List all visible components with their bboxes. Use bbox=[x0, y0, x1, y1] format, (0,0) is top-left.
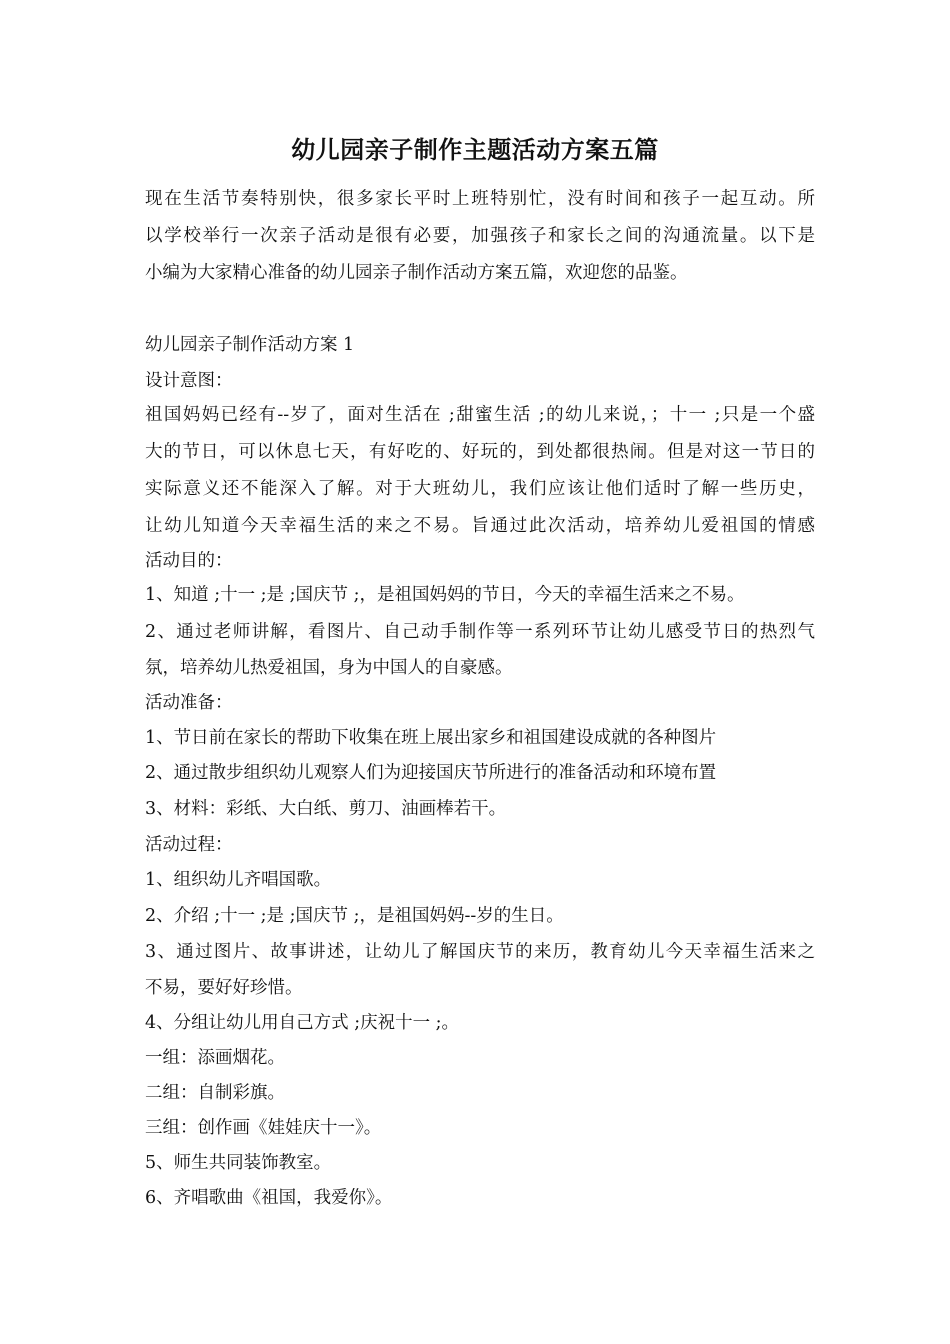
section-heading: 幼儿园亲子制作活动方案 1 bbox=[145, 335, 355, 355]
preparation-item: 2、通过散步组织幼儿观察人们为迎接国庆节所进行的准备活动和环境布置 bbox=[145, 763, 717, 783]
process-item: 5、师生共同装饰教室。 bbox=[145, 1153, 332, 1173]
process-heading: 活动过程： bbox=[145, 835, 233, 855]
process-item: 不易，要好好珍惜。 bbox=[145, 978, 303, 998]
intro-line: 小编为大家精心准备的幼儿园亲子制作活动方案五篇，欢迎您的品鉴。 bbox=[145, 263, 688, 283]
intro-line: 现在生活节奏特别快，很多家长平时上班特别忙，没有时间和孩子一起互动。所 bbox=[145, 189, 815, 209]
preparation-heading: 活动准备： bbox=[145, 693, 233, 713]
document-title: 幼儿园亲子制作主题活动方案五篇 bbox=[291, 136, 659, 164]
process-item: 三组：创作画《娃娃庆十一》。 bbox=[145, 1118, 382, 1138]
design-intent-line: 祖国妈妈已经有--岁了，面对生活在 ;甜蜜生活 ;的幼儿来说，；十一 ;只是一个盛 bbox=[145, 405, 815, 425]
intro-line: 以学校举行一次亲子活动是很有必要，加强孩子和家长之间的沟通流量。以下是 bbox=[145, 226, 815, 246]
process-item: 1、组织幼儿齐唱国歌。 bbox=[145, 870, 332, 890]
process-item: 一组：添画烟花。 bbox=[145, 1048, 285, 1068]
preparation-item: 3、材料：彩纸、大白纸、剪刀、油画棒若干。 bbox=[145, 799, 507, 819]
design-intent-line: 大的节日，可以休息七天，有好吃的、好玩的，到处都很热闹。但是对这一节日的 bbox=[145, 442, 815, 462]
goal-item: 氛，培养幼儿热爱祖国，身为中国人的自豪感。 bbox=[145, 658, 513, 678]
process-item: 3、通过图片、故事讲述，让幼儿了解国庆节的来历，教育幼儿今天幸福生活来之 bbox=[145, 942, 815, 962]
process-item: 2、介绍 ;十一 ;是 ;国庆节 ;，是祖国妈妈--岁的生日。 bbox=[145, 906, 564, 926]
design-intent-line: 实际意义还不能深入了解。对于大班幼儿，我们应该让他们适时了解一些历史， bbox=[145, 479, 815, 499]
process-item: 6、齐唱歌曲《祖国，我爱你》。 bbox=[145, 1188, 393, 1208]
process-item: 二组：自制彩旗。 bbox=[145, 1083, 285, 1103]
goals-heading: 活动目的： bbox=[145, 551, 233, 571]
design-intent-line: 让幼儿知道今天幸福生活的来之不易。旨通过此次活动，培养幼儿爱祖国的情感 bbox=[145, 516, 815, 536]
process-item: 4、分组让幼儿用自己方式 ;庆祝十一 ;。 bbox=[145, 1013, 460, 1033]
design-intent-heading: 设计意图： bbox=[145, 371, 233, 391]
goal-item: 1、知道 ;十一 ;是 ;国庆节 ;，是祖国妈妈的节日，今天的幸福生活来之不易。 bbox=[145, 585, 745, 605]
goal-item: 2、通过老师讲解，看图片、自己动手制作等一系列环节让幼儿感受节日的热烈气 bbox=[145, 622, 815, 642]
preparation-item: 1、节日前在家长的帮助下收集在班上展出家乡和祖国建设成就的各种图片 bbox=[145, 728, 717, 748]
